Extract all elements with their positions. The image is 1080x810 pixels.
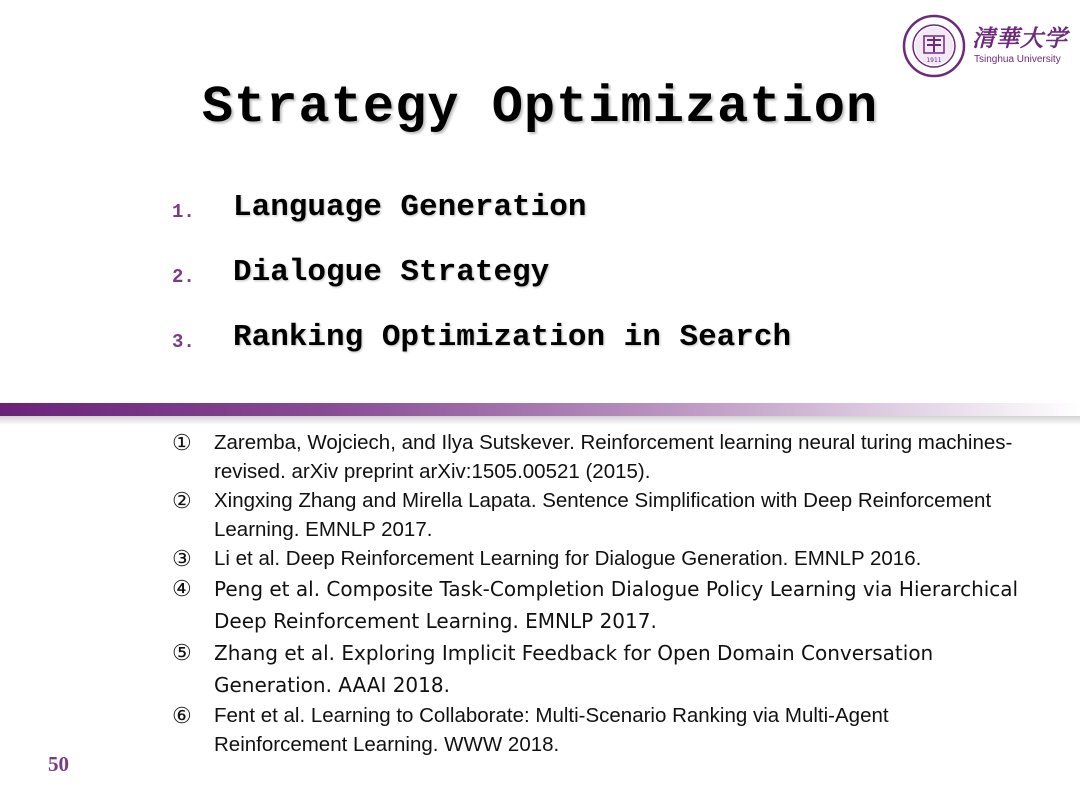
reference-text: Peng et al. Composite Task-Completion Dialogue Policy Learning via Hierarchical Deep Reinforcement Learning. EMNLP 2017. xyxy=(214,577,1019,633)
logo-english-name: Tsinghua University xyxy=(974,54,1061,65)
list-number: 3. xyxy=(172,331,195,353)
reference-text: Zhang et al. Exploring Implicit Feedback for Open Domain Conversation Generation. AAAI 2018. xyxy=(214,641,934,697)
reference-item xyxy=(172,573,1022,637)
reference-text: Fent et al. Learning to Collaborate: Multi-Scenario Ranking via Multi-Agent Reinforcement Learning. WWW 2018. xyxy=(214,704,889,756)
reference-number: ③ xyxy=(172,546,192,571)
divider-shadow xyxy=(0,416,1080,425)
logo-chinese-name: 清華大学 xyxy=(972,25,1068,52)
reference-number: ⑤ xyxy=(172,640,192,665)
list-text: Ranking Optimization in Search xyxy=(233,320,792,355)
tsinghua-logo xyxy=(902,14,1067,78)
reference-item xyxy=(172,544,1022,573)
page-number: 50 xyxy=(48,752,69,776)
reference-text: Zaremba, Wojciech, and Ilya Sutskever. Reinforcement learning neural turing machines-revised. arXiv preprint arXiv:1505.00521 (2015). xyxy=(214,431,1013,483)
reference-item xyxy=(172,486,1022,544)
divider-bar xyxy=(0,403,1080,416)
list-number: 1. xyxy=(172,201,195,223)
list-text: Dialogue Strategy xyxy=(233,255,550,290)
reference-number: ② xyxy=(172,488,192,513)
reference-text: Li et al. Deep Reinforcement Learning for Dialogue Generation. EMNLP 2016. xyxy=(214,547,922,570)
reference-number: ⑥ xyxy=(172,703,192,728)
reference-text: Xingxing Zhang and Mirella Lapata. Sentence Simplification with Deep Reinforcement Learning. EMNLP 2017. xyxy=(214,489,992,541)
reference-item xyxy=(172,428,1022,486)
reference-number: ① xyxy=(172,430,192,455)
reference-item xyxy=(172,637,1022,701)
svg-text:1911: 1911 xyxy=(926,57,942,64)
references-list xyxy=(172,428,1022,759)
reference-item xyxy=(172,701,1022,759)
list-number: 2. xyxy=(172,266,195,288)
university-seal-icon xyxy=(902,14,966,78)
reference-number: ④ xyxy=(172,576,192,601)
slide-title: Strategy Optimization xyxy=(201,78,879,137)
list-text: Language Generation xyxy=(233,190,587,225)
